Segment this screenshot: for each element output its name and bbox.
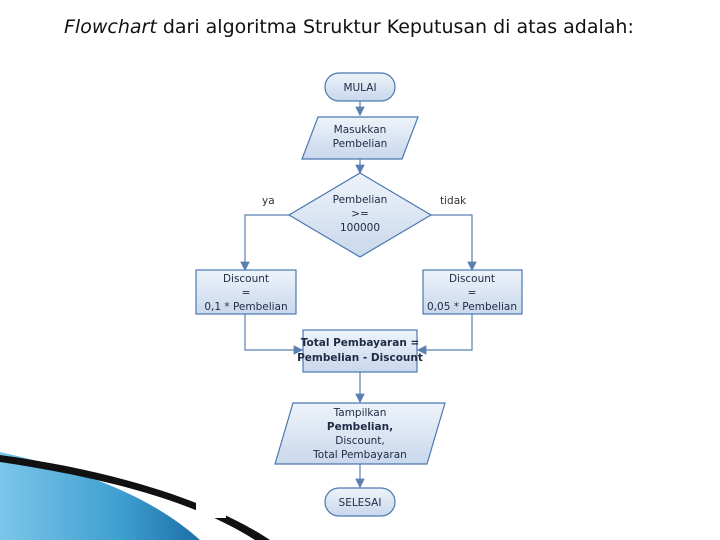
end-label: SELESAI	[338, 497, 382, 509]
decision-line-3: 100000	[339, 222, 381, 234]
decision-diamond	[289, 173, 431, 257]
process-no-line-3: 0,05 * Pembelian	[427, 301, 517, 313]
process-no-line-2: =	[467, 287, 477, 299]
output-line-3: Discount,	[335, 435, 385, 447]
title-italic: Flowchart	[64, 16, 157, 38]
total-process-box	[297, 330, 423, 372]
process-yes-line-2: =	[241, 287, 251, 299]
arrow-yes-total	[245, 314, 302, 350]
end-terminator	[325, 488, 395, 516]
start-label: MULAI	[343, 82, 377, 94]
arrow-decision-yes	[245, 215, 289, 270]
total-line-2: Pembelian - Discount	[297, 352, 423, 364]
input-line-2: Pembelian	[332, 138, 388, 150]
arrow-decision-no	[431, 215, 472, 270]
output-line-4: Total Pembayaran	[313, 449, 407, 461]
total-line-1: Total Pembayaran =	[300, 337, 420, 349]
start-terminator	[325, 73, 395, 101]
output-parallelogram	[275, 403, 445, 464]
output-line-2: Pembelian,	[326, 421, 394, 433]
process-yes-line-1: Discount	[222, 273, 270, 285]
input-line-1: Masukkan	[333, 124, 387, 136]
title-rest: dari algoritma Struktur Keputusan di atas adalah:	[162, 16, 634, 38]
branch-no-label: tidak	[440, 195, 467, 207]
process-no-box	[423, 270, 522, 314]
decision-line-1: Pembelian	[332, 194, 388, 206]
process-yes-line-3: 0,1 * Pembelian	[204, 301, 288, 313]
input-parallelogram	[302, 117, 418, 159]
process-no-line-1: Discount	[448, 273, 496, 285]
decision-line-2: >=	[351, 208, 369, 220]
arrow-no-total	[418, 314, 472, 350]
branch-yes-label: ya	[262, 195, 275, 207]
output-line-1: Tampilkan	[333, 407, 387, 419]
process-yes-box	[196, 270, 296, 314]
corner-decoration	[0, 452, 270, 540]
